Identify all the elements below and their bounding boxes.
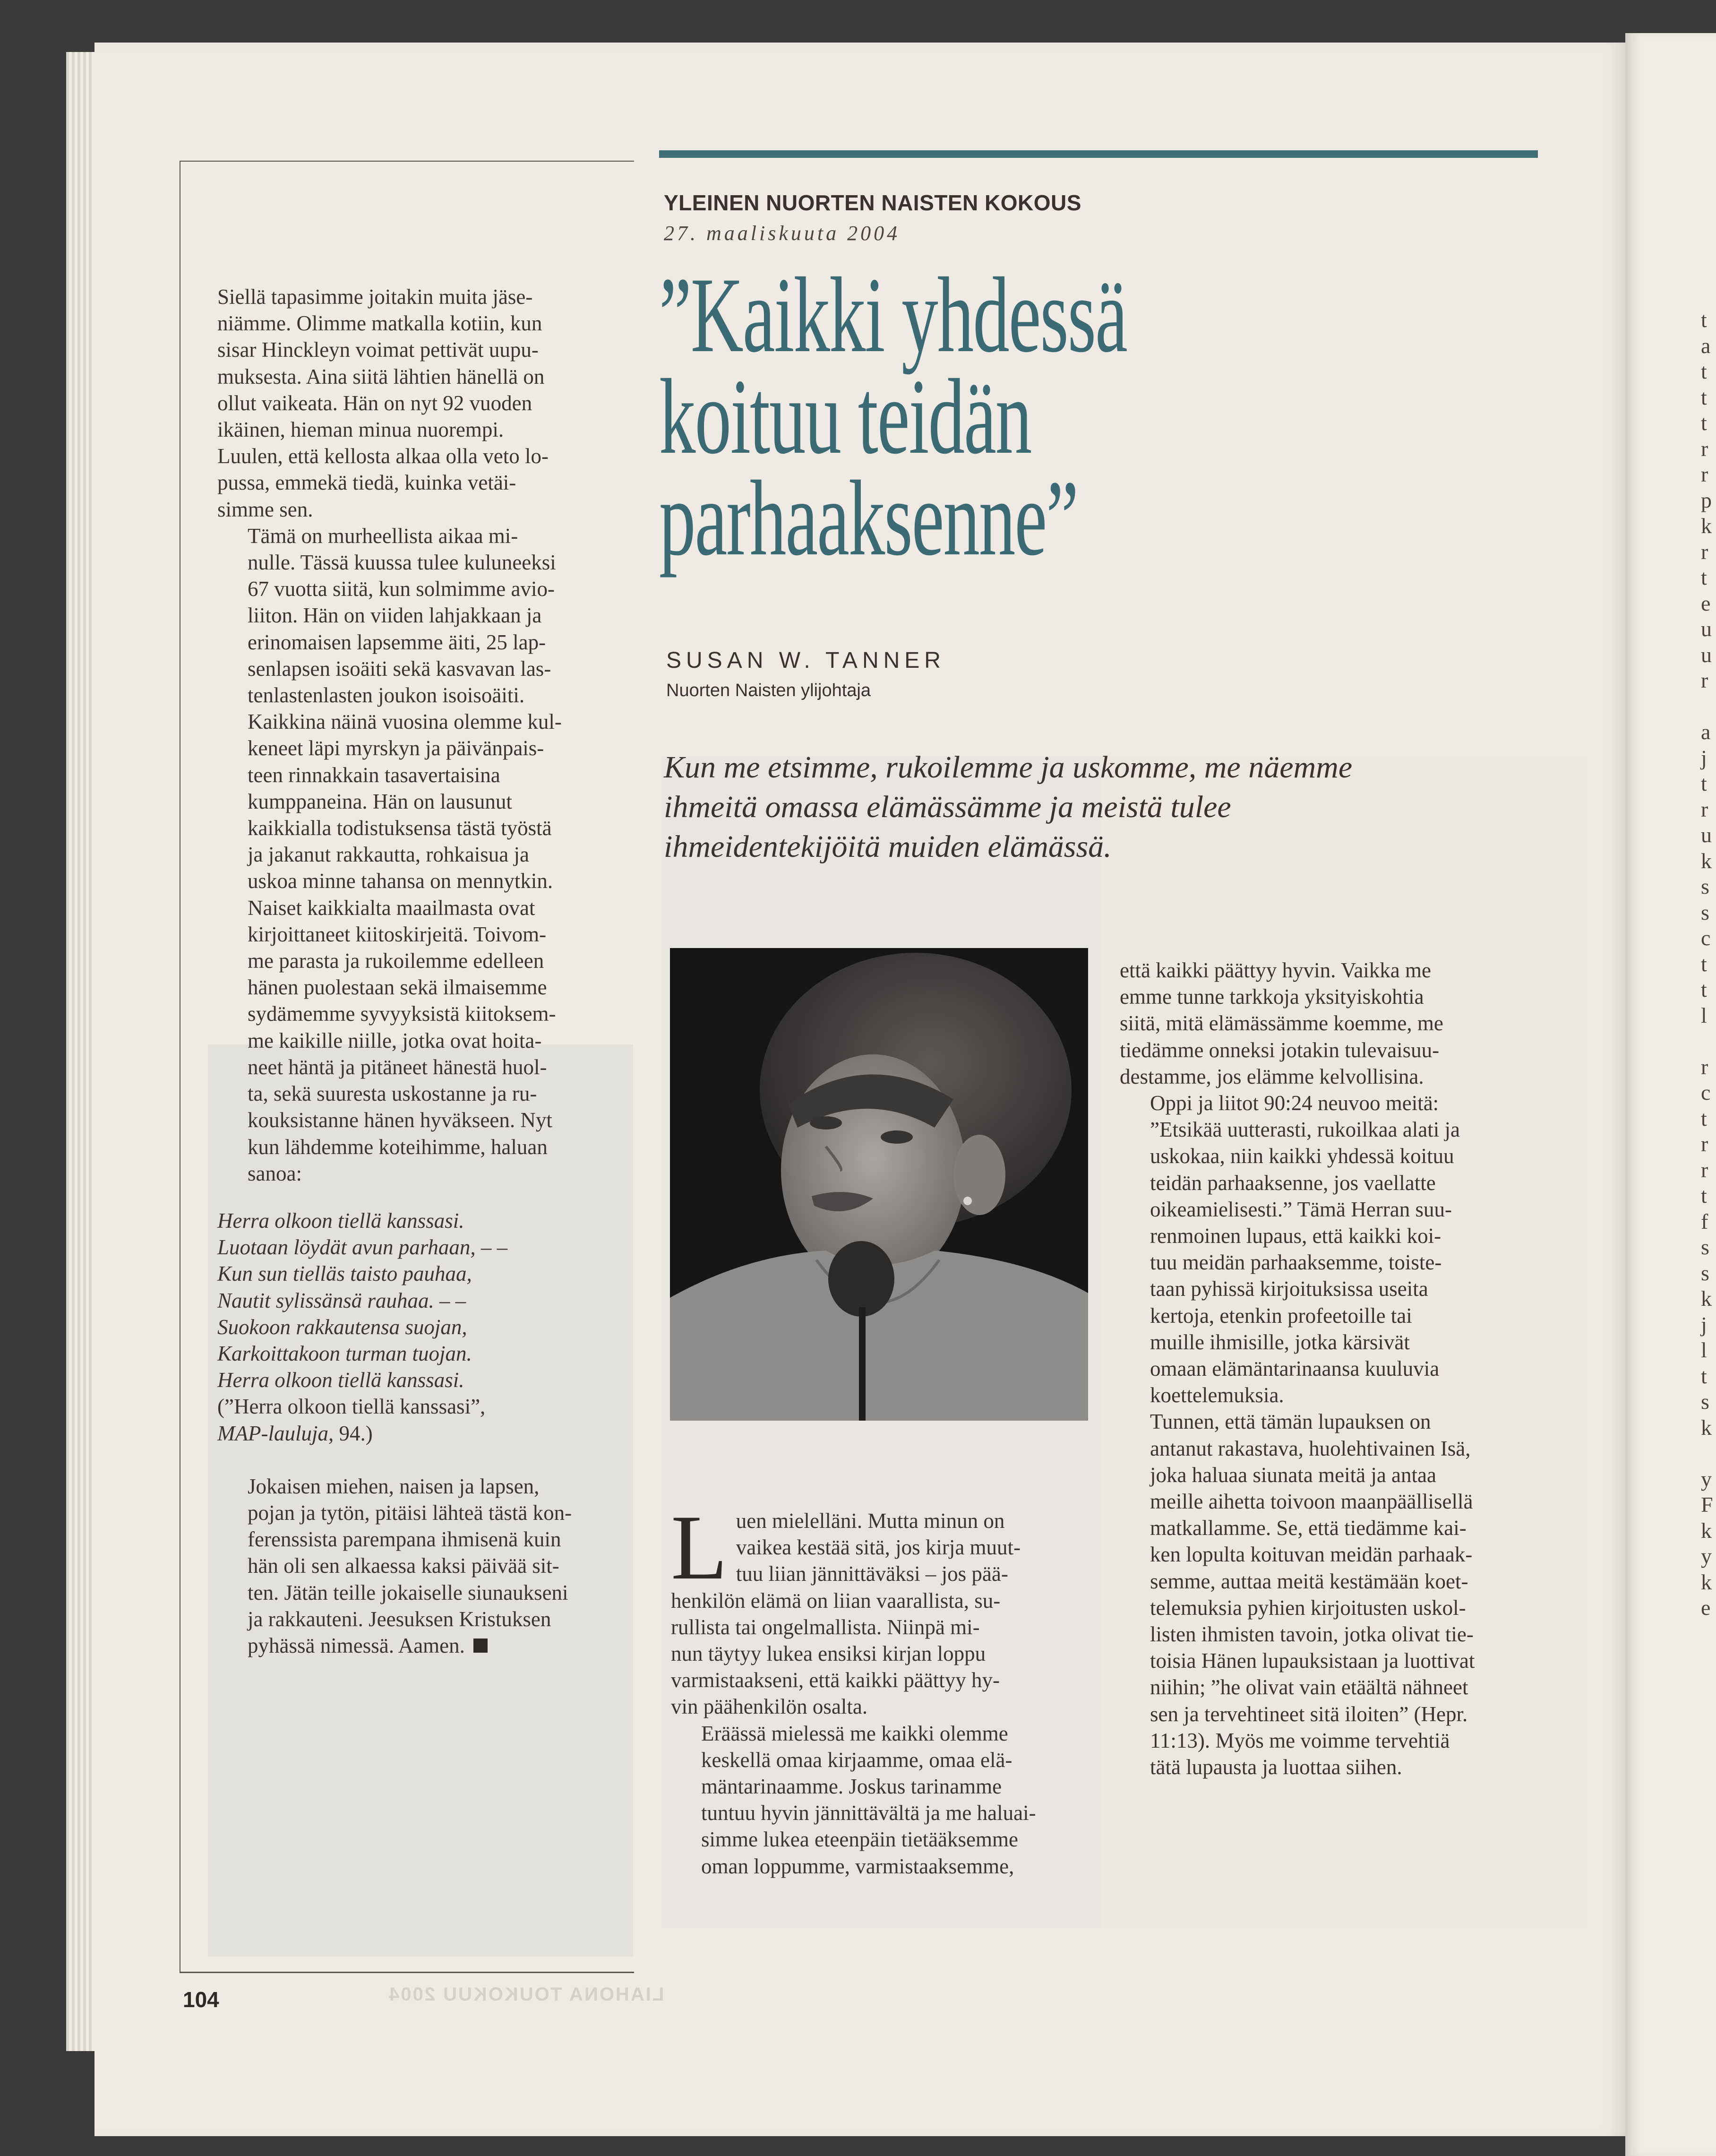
article-lede: [664, 748, 1514, 867]
bleed-letter: y: [1701, 1544, 1712, 1568]
text-line: Herra olkoon tiellä kanssasi.: [217, 1368, 464, 1392]
bleed-letter: k: [1701, 1286, 1712, 1311]
title-line: parhaaksenne”: [659, 459, 1078, 578]
bleed-letter: [1701, 694, 1716, 720]
bleed-letter: t: [1701, 565, 1707, 589]
bleed-letter: u: [1701, 617, 1712, 641]
text-line: 11:13). Myös me voimme tervehtiä: [1150, 1728, 1450, 1752]
text-line: niämme. Olimme matkalla kotiin, kun: [217, 311, 542, 336]
text-line: Oppi ja liitot 90:24 neuvoo meitä:: [1150, 1091, 1439, 1115]
text-line: emme tunne tarkkoja yksityiskohtia: [1120, 985, 1424, 1009]
end-of-article-icon: [473, 1639, 488, 1653]
text-line: sisar Hinckleyn voimat pettivät uupu-: [217, 338, 539, 362]
text-line: Kun sun tielläs taisto pauhaa,: [217, 1262, 472, 1286]
text-line: hänen puolestaan sekä ilmaisemme: [248, 975, 547, 1000]
text-line: pojan ja tytön, pitäisi lähteä tästä kon-: [248, 1501, 572, 1525]
text-line: niihin; ”he olivat vain etäältä nähneet: [1150, 1675, 1468, 1699]
bleed-letter: r: [1701, 1157, 1708, 1182]
bleed-letter: a: [1701, 333, 1711, 358]
bleed-letter: k: [1701, 514, 1712, 538]
text-line: Siellä tapasimme joitakin muita jäse-: [217, 285, 533, 309]
text-line: matkallamme. Se, että tiedämme kai-: [1150, 1516, 1467, 1540]
paragraph: [1120, 957, 1545, 1090]
text-line: Tunnen, että tämän lupauksen on: [1150, 1410, 1431, 1434]
text-line: Luotaan löydät avun parhaan, – –: [217, 1235, 508, 1259]
text-line: pussa, emmekä tiedä, kuinka vetäi-: [217, 471, 516, 495]
bleed-letter: u: [1701, 823, 1712, 847]
closing-paragraph: [217, 1473, 633, 1659]
text-line: keskellä omaa kirjaamme, omaa elä-: [701, 1748, 1012, 1772]
paragraph: [1120, 1408, 1545, 1780]
right-column: [1120, 957, 1545, 1780]
text-line: tuu liian jännittäväksi – jos pää-: [736, 1562, 1008, 1586]
text-line: omaan elämäntarinaansa kuuluvia: [1150, 1357, 1440, 1381]
text-line: varmistaakseni, että kaikki päättyy hy-: [671, 1668, 1000, 1692]
paragraph: [217, 523, 633, 1187]
bleed-letter: t: [1701, 771, 1707, 795]
bleed-letter: c: [1701, 1080, 1711, 1104]
text-line: neet häntä ja pitäneet hänestä huol-: [248, 1055, 547, 1079]
bleed-letter: c: [1701, 926, 1711, 950]
text-line: listen ihmisten tavoin, jotka olivat tie-: [1150, 1622, 1474, 1647]
bleed-letter: t: [1701, 1363, 1707, 1388]
bleed-letter: r: [1701, 797, 1708, 821]
text-line: oikeamielisesti.” Tämä Herran suu-: [1150, 1197, 1452, 1221]
bleed-letter: t: [1701, 359, 1707, 383]
text-line: siitä, mitä elämässämme koemme, me: [1120, 1011, 1443, 1035]
bleed-letter: e: [1701, 591, 1711, 615]
text-line: joka haluaa siunata meitä ja antaa: [1150, 1463, 1436, 1487]
text-line: tenlastenlasten joukon isoisoäiti.: [248, 683, 525, 707]
text-line: ikäinen, hieman minua nuorempi.: [217, 418, 504, 442]
show-through-footer: LIAHONA TOUKOKUU 2004: [387, 1984, 664, 2005]
text-line: sanoa:: [248, 1161, 302, 1185]
text-line: nulle. Tässä kuussa tulee kuluneeksi: [248, 551, 556, 575]
text-line: Karkoittakoon turman tuojan.: [217, 1341, 472, 1365]
text-line: Herra olkoon tiellä kanssasi.: [217, 1208, 464, 1233]
paragraph: [217, 284, 633, 523]
bleed-letter: t: [1701, 385, 1707, 409]
bleed-letter: y: [1701, 1466, 1712, 1491]
bleed-letter: s: [1701, 874, 1709, 898]
bleed-letter: F: [1701, 1492, 1713, 1517]
text-line: muksesta. Aina siitä lähtien hänellä on: [217, 364, 545, 388]
bleed-letter: e: [1701, 1595, 1711, 1620]
portrait-illustration: [670, 948, 1088, 1421]
bleed-letter: a: [1701, 720, 1711, 744]
text-line: mäntarinaamme. Joskus tarinamme: [701, 1775, 1002, 1799]
text-line: antanut rakastava, huolehtivainen Isä,: [1150, 1436, 1471, 1460]
hymnbook-title: MAP-lauluja: [217, 1421, 328, 1445]
text-line: Suokoon rakkautensa suojan,: [217, 1315, 467, 1339]
bleed-letter: p: [1701, 488, 1712, 512]
text-line: nun täytyy lukea ensiksi kirjan loppu: [671, 1642, 986, 1666]
text-line: liiton. Hän on viiden lahjakkaan ja: [248, 604, 542, 628]
text-line: rullista tai ongelmallista. Niinpä mi-: [671, 1615, 980, 1639]
text-line: senlapsen isoäiti sekä kasvavan las-: [248, 656, 551, 681]
bleed-letter: s: [1701, 1260, 1709, 1285]
text-line: uskoa minne tahansa on mennytkin.: [248, 869, 553, 893]
text-line: kertoja, etenkin profeetoille tai: [1150, 1303, 1412, 1328]
text-line: ferenssista parempana ihmisenä kuin: [248, 1527, 561, 1552]
text-line: me parasta ja rukoilemme edelleen: [248, 949, 544, 973]
microphone-head: [828, 1241, 894, 1317]
bleed-letter: r: [1701, 1054, 1708, 1079]
bleed-letter: t: [1701, 951, 1707, 976]
bleed-letter: s: [1701, 1235, 1709, 1259]
lede-line: Kun me etsimme, rukoilemme ja uskomme, me näemme: [664, 750, 1353, 785]
bleed-letter: [1701, 1440, 1716, 1466]
microphone-stem: [859, 1307, 866, 1421]
text-line: että kaikki päättyy hyvin. Vaikka me: [1120, 958, 1432, 982]
text-line: ta, sekä suuresta uskostanne ja ru-: [248, 1082, 537, 1106]
text-line: Luulen, että kellosta alkaa olla veto lo-: [217, 444, 549, 468]
text-line: tuu meidän parhaaksemme, toiste-: [1150, 1250, 1442, 1275]
text-line: vin päähenkilön osalta.: [671, 1695, 868, 1719]
bleed-letter: l: [1701, 1338, 1707, 1362]
text-line: tätä lupausta ja luottaa siihen.: [1150, 1755, 1402, 1779]
bleed-letter: r: [1701, 668, 1708, 692]
bleed-letter: t: [1701, 977, 1707, 1001]
paragraph: [1120, 1090, 1545, 1408]
bleed-letter: r: [1701, 1132, 1708, 1156]
text-line: henkilön elämä on liian vaarallista, su-: [671, 1588, 1001, 1613]
text-line: vaikea kestää sitä, jos kirja muut-: [736, 1535, 1021, 1560]
session-date: 27. maaliskuuta 2004: [664, 222, 901, 245]
middle-column: [671, 1496, 1096, 1880]
bleed-letter: l: [1701, 1003, 1707, 1027]
header-rule: [659, 150, 1538, 158]
text-line: teen rinnakkain tasavertaisina: [248, 763, 500, 787]
bleed-letter: k: [1701, 1415, 1712, 1440]
text-line: koettelemuksia.: [1150, 1383, 1284, 1407]
bleed-letter: k: [1701, 848, 1712, 873]
section-kicker: YLEINEN NUORTEN NAISTEN KOKOUS: [664, 190, 1081, 215]
text-line: kouksistanne hänen hyväkseen. Nyt: [248, 1108, 552, 1132]
text-line: uen mielelläni. Mutta minun on: [736, 1509, 1005, 1533]
text-line: Kaikkina näinä vuosina olemme kul-: [248, 710, 562, 734]
text-line: ollut vaikeata. Hän on nyt 92 vuoden: [217, 391, 532, 415]
text-line: kirjoittaneet kiitoskirjeitä. Toivom-: [248, 922, 547, 946]
author-name: SUSAN W. TANNER: [666, 648, 945, 673]
bleed-letter: t: [1701, 1183, 1707, 1207]
bleed-letter: r: [1701, 462, 1708, 486]
speaker-photo: [670, 948, 1088, 1421]
text-line: ten. Jätän teille jokaiselle siunaukseni: [248, 1580, 568, 1604]
text-line: sen ja tervehtineet sitä iloiten” (Hepr.: [1150, 1702, 1468, 1726]
text-line: ja rakkauteni. Jeesuksen Kristuksen: [248, 1607, 551, 1631]
text-line: oman loppumme, varmistaaksemme,: [701, 1854, 1014, 1878]
bleed-letter: s: [1701, 900, 1709, 924]
text-line: keneet läpi myrskyn ja päivänpais-: [248, 736, 544, 760]
text-line: ”Etsikää uutterasti, rukoilkaa alati ja: [1150, 1118, 1460, 1142]
drop-cap: L: [671, 1496, 728, 1599]
bleed-letter: j: [1701, 1312, 1707, 1337]
text-line: kun lähdemme koteihimme, haluan: [248, 1135, 548, 1159]
bleed-letter: u: [1701, 642, 1712, 667]
page-number: 104: [183, 1987, 219, 2012]
text-line: 67 vuotta siitä, kun solmimme avio-: [248, 577, 555, 601]
bleed-letter: t: [1701, 1106, 1707, 1130]
bleed-letter: t: [1701, 411, 1707, 435]
text-line: meille aihetta toivoon maanpäällisellä: [1150, 1490, 1473, 1514]
left-column: [217, 284, 633, 1659]
text-line: semme, auttaa meitä kestämään koet-: [1150, 1569, 1468, 1593]
text-line: Tämä on murheellista aikaa mi-: [248, 524, 518, 548]
text-line: Jokaisen miehen, naisen ja lapsen,: [248, 1474, 540, 1498]
bleed-letter: f: [1701, 1209, 1708, 1233]
bleed-letter: k: [1701, 1570, 1712, 1594]
text-line: teidän parhaaksenne, jos vaellatte: [1150, 1171, 1436, 1195]
bleed-letter: [1701, 1028, 1716, 1054]
text-line: erinomaisen lapsemme äiti, 25 lap-: [248, 630, 546, 654]
text-line: me kaikille niille, jotka ovat hoita-: [248, 1028, 542, 1052]
bleed-letter: k: [1701, 1518, 1712, 1543]
opening-paragraph: [671, 1496, 1096, 1720]
facing-page-text-fragment: [1701, 307, 1716, 1621]
text-line: telemuksia pyhien kirjoitusten uskol-: [1150, 1595, 1466, 1620]
text-line: toisia Hänen lupauksistaan ja luottivat: [1150, 1649, 1475, 1673]
text-line: muille ihmisille, jotka kärsivät: [1150, 1330, 1410, 1354]
text-line: taan pyhissä kirjoituksissa useita: [1150, 1277, 1428, 1301]
bleed-letter: t: [1701, 308, 1707, 332]
text-line: pyhässä nimessä. Aamen.: [217, 1632, 633, 1659]
text-line: Eräässä mielessä me kaikki olemme: [701, 1721, 1008, 1745]
text-line: renmoinen lupaus, että kaikki koi-: [1150, 1224, 1441, 1248]
text-line: kaikkialla todistuksensa tästä työstä: [248, 816, 552, 840]
text-line: destamme, jos elämme kelvollisina.: [1120, 1064, 1424, 1088]
text-line: uskokaa, niin kaikki yhdessä koituu: [1150, 1144, 1454, 1168]
bleed-letter: r: [1701, 539, 1708, 564]
text-line: Naiset kaikkialta maailmasta ovat: [248, 896, 535, 920]
text-line: kumppaneina. Hän on lausunut: [248, 789, 512, 813]
text-line: ken lopulta koituvan meidän parhaak-: [1150, 1543, 1473, 1567]
paragraph: [671, 1720, 1096, 1880]
text-line: simme lukea eteenpäin tietääksemme: [701, 1828, 1018, 1852]
article-title: [659, 256, 1205, 578]
title-line: ”Kaikki yhdessä: [659, 256, 1127, 375]
text-line: tuntuu hyvin jännittävältä ja me haluai-: [701, 1801, 1036, 1825]
lede-line: ihmeidentekijöitä muiden elämässä.: [664, 829, 1112, 864]
hymn-citation: (”Herra olkoon tiellä kanssasi”, MAP-lauluja, 94.): [217, 1395, 486, 1445]
bleed-letter: r: [1701, 436, 1708, 461]
text-line: hän oli sen alkaessa kaksi päivää sit-: [248, 1554, 559, 1578]
text-line: ja jakanut rakkautta, rohkaisua ja: [248, 843, 530, 867]
bleed-letter: s: [1701, 1389, 1709, 1414]
bleed-letter: j: [1701, 745, 1707, 770]
hymn-quote: [217, 1207, 633, 1393]
text-line: tiedämme onneksi jotakin tulevaisuu-: [1120, 1038, 1440, 1062]
text-line: Nautit sylissänsä rauhaa. – –: [217, 1288, 466, 1312]
lede-line: ihmeitä omassa elämässämme ja meistä tulee: [664, 790, 1231, 824]
text-line: simme sen.: [217, 497, 313, 521]
author-role: Nuorten Naisten ylijohtaja: [666, 681, 871, 700]
title-line: koituu teidän: [659, 357, 1031, 476]
text-line: sydämemme syvyyksistä kiitoksem-: [248, 1002, 556, 1026]
